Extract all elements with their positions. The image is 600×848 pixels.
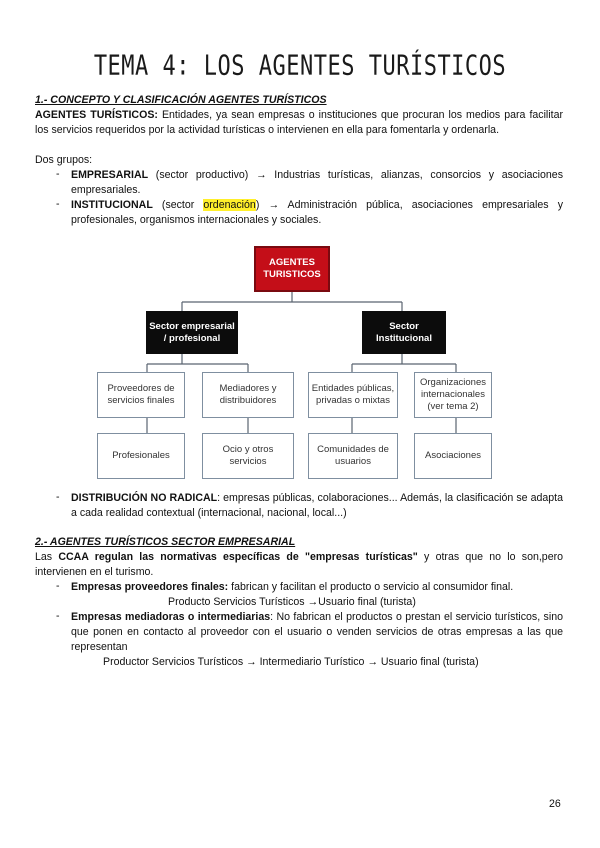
section2-heading: 2.- AGENTES TURÍSTICOS SECTOR EMPRESARIAL — [35, 536, 296, 548]
bullet-marker: - — [56, 491, 60, 503]
item-box: Profesionales — [97, 433, 185, 479]
item-box: Asociaciones — [414, 433, 492, 479]
bullet-term: EMPRESARIAL — [71, 169, 149, 181]
bullet-term: INSTITUCIONAL — [71, 199, 153, 211]
item-box: Organizaciones internacionales (ver tema 2) — [414, 372, 492, 418]
bullet-text: : empresas públicas, colaboraciones... Además, la clasificación se adapta a cada realidad contextual (internacional, nacional, local...) — [71, 492, 563, 519]
right-head-box: Sector Institucional — [362, 311, 446, 354]
section1-heading: 1.- CONCEPTO Y CLASIFICACIÓN AGENTES TURÍSTICOS — [35, 94, 327, 106]
bullet-term: Empresas proveedores finales: — [71, 581, 229, 593]
bullet-marker: - — [56, 610, 60, 622]
bullet-text: : No fabrican el productos o prestan el servicio turísticos, sino que ponen en contacto al proveedor con el usuario o venden servicios de otras empresas a las que representan — [71, 611, 563, 653]
intro-post: y otras que no lo son,pero intervienen en el turismo. — [35, 551, 563, 578]
bullet-term: Empresas mediadoras o intermediarias — [71, 611, 271, 623]
bullet-institucional — [71, 198, 563, 228]
definition-paragraph — [35, 108, 563, 138]
intro-pre: Las — [35, 551, 59, 563]
page-number: 26 — [549, 798, 561, 810]
bullet-text: fabrican y facilitan el producto o servicio al consumidor final. — [228, 581, 514, 593]
highlighted-word: ordenación — [203, 199, 256, 211]
flow-line: Productor Servicios Turísticos → Intermediario Turístico → Usuario final (turista) — [103, 656, 479, 668]
bullet-marker: - — [56, 168, 60, 180]
bullet-marker: - — [56, 580, 60, 592]
bullet-marker: - — [56, 198, 60, 210]
section2-intro — [35, 550, 563, 580]
item-box: Proveedores de servicios finales — [97, 372, 185, 418]
bullet-proveedores — [71, 580, 563, 595]
item-box: Entidades públicas, privadas o mixtas — [308, 372, 398, 418]
bullet-term: DISTRIBUCIÓN NO RADICAL — [71, 492, 218, 504]
flow-line: Producto Servicios Turísticos →Usuario final (turista) — [168, 596, 416, 608]
bullet-text: ) → Administración pública, asociaciones empresariales y profesionales, organismos internacionales y sociales. — [71, 199, 563, 226]
agents-diagram — [92, 246, 492, 486]
bullet-distribucion — [71, 491, 563, 521]
bullet-pre: (sector — [152, 199, 204, 211]
intro-bold: CCAA regulan las normativas específicas de "empresas turísticas" — [58, 551, 418, 563]
item-box: Comunidades de usuarios — [308, 433, 398, 479]
left-head-box: Sector empresarial / profesional — [146, 311, 238, 354]
bullet-text: (sector productivo) → Industrias turísticas, alianzas, consorcios y asociaciones empresariales. — [71, 169, 563, 196]
root-box: AGENTES TURISTICOS — [254, 246, 330, 292]
bullet-mediadoras — [71, 610, 563, 655]
definition-text: Entidades, ya sean empresas o instituciones que procuran los medios para facilitar los servicios requeridos por la actividad turísticas o intervienen en ella para fomentarla y ordenarla. — [35, 109, 563, 136]
definition-term: AGENTES TURÍSTICOS: — [35, 109, 158, 121]
bullet-empresarial — [71, 168, 563, 198]
groups-label: Dos grupos: — [35, 154, 93, 166]
page-title: TEMA 4: LOS AGENTES TURÍSTICOS — [93, 50, 507, 83]
item-box: Mediadores y distribuidores — [202, 372, 294, 418]
item-box: Ocio y otros servicios — [202, 433, 294, 479]
